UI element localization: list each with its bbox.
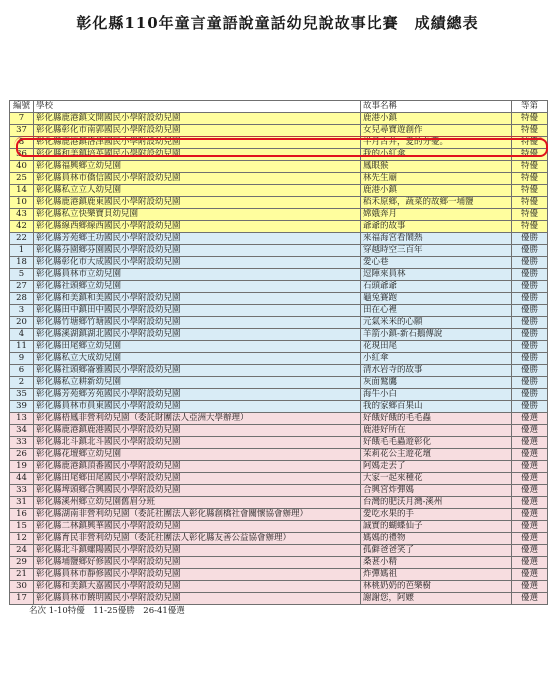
cell-school: 彰化縣和美鎮和美國民小學附設幼兒園 bbox=[34, 293, 361, 305]
cell-story: 羊箭小鎮-新石鵝傳說 bbox=[361, 329, 512, 341]
table-row bbox=[10, 437, 548, 449]
cell-school: 彰化縣芬園鄉芬園國民小學附設幼兒園 bbox=[34, 245, 361, 257]
cell-num: 37 bbox=[10, 125, 34, 137]
cell-story: 謝謝您，阿嬤 bbox=[361, 593, 512, 605]
cell-school: 彰化縣私立快樂寶貝幼兒園 bbox=[34, 209, 361, 221]
cell-num: 1 bbox=[10, 245, 34, 257]
cell-num: 6 bbox=[10, 365, 34, 377]
cell-rank: 特優 bbox=[512, 173, 548, 185]
cell-rank: 優選 bbox=[512, 509, 548, 521]
table-row bbox=[10, 257, 548, 269]
cell-school: 彰化縣芳苑鄉芳苑國民小學附設幼兒園 bbox=[34, 389, 361, 401]
table-row bbox=[10, 509, 548, 521]
cell-school: 彰化縣梧鳳非營利幼兒園（委託財團法人亞洲大學辦理） bbox=[34, 413, 361, 425]
cell-story: 石頭爺爺 bbox=[361, 281, 512, 293]
cell-story: 小紅傘 bbox=[361, 353, 512, 365]
table-row bbox=[10, 425, 548, 437]
cell-school: 彰化縣埤頭鄉合興國民小學附設幼兒園 bbox=[34, 485, 361, 497]
cell-num: 24 bbox=[10, 545, 34, 557]
table-row bbox=[10, 185, 548, 197]
cell-school: 彰化縣鹿港鎮頂番國民小學附設幼兒園 bbox=[34, 461, 361, 473]
cell-rank: 優勝 bbox=[512, 341, 548, 353]
cell-num: 15 bbox=[10, 521, 34, 533]
cell-story: 灰面鷲鷹 bbox=[361, 377, 512, 389]
cell-school: 彰化縣線西鄉線西國民小學附設幼兒園 bbox=[34, 221, 361, 233]
cell-rank: 優選 bbox=[512, 593, 548, 605]
cell-rank: 優勝 bbox=[512, 269, 548, 281]
cell-school: 彰化縣私立耕新幼兒園 bbox=[34, 377, 361, 389]
cell-num: 17 bbox=[10, 593, 34, 605]
cell-story: 我的小紅傘 bbox=[361, 149, 512, 161]
cell-num: 40 bbox=[10, 161, 34, 173]
cell-rank: 優勝 bbox=[512, 257, 548, 269]
cell-rank: 特優 bbox=[512, 185, 548, 197]
cell-num: 14 bbox=[10, 185, 34, 197]
table-row bbox=[10, 221, 548, 233]
cell-story: 鳳眼猴 bbox=[361, 161, 512, 173]
header-rank: 等第 bbox=[512, 101, 548, 113]
table-header-row bbox=[10, 101, 548, 113]
cell-school: 彰化縣花壇鄉立幼兒園 bbox=[34, 449, 361, 461]
cell-story: 阿媽走丟了 bbox=[361, 461, 512, 473]
header-num: 編號 bbox=[10, 101, 34, 113]
table-row bbox=[10, 281, 548, 293]
cell-story: 誠實的蝴蝶仙子 bbox=[361, 521, 512, 533]
table-row bbox=[10, 269, 548, 281]
cell-story: 稻禾原鄉，蔬菜的故鄉一埔鹽 bbox=[361, 197, 512, 209]
cell-rank: 優勝 bbox=[512, 353, 548, 365]
table-row bbox=[10, 521, 548, 533]
cell-num: 33 bbox=[10, 485, 34, 497]
table-row bbox=[10, 497, 548, 509]
cell-school: 彰化縣和美鎮培英國民小學附設幼兒園 bbox=[34, 149, 361, 161]
cell-rank: 優選 bbox=[512, 569, 548, 581]
cell-school: 彰化縣社頭鄉立幼兒園 bbox=[34, 281, 361, 293]
cell-rank: 優選 bbox=[512, 473, 548, 485]
table-row bbox=[10, 449, 548, 461]
cell-story: 炸彈媽祖 bbox=[361, 569, 512, 581]
cell-num: 5 bbox=[10, 269, 34, 281]
cell-school: 彰化縣和美鎮大嘉國民小學附設幼兒園 bbox=[34, 581, 361, 593]
cell-num: 42 bbox=[10, 221, 34, 233]
table-row bbox=[10, 557, 548, 569]
table-row bbox=[10, 173, 548, 185]
table-row bbox=[10, 581, 548, 593]
cell-school: 彰化縣員林市員東國民小學附設幼兒園 bbox=[34, 401, 361, 413]
cell-story: 田在心裡 bbox=[361, 305, 512, 317]
cell-num: 11 bbox=[10, 341, 34, 353]
cell-rank: 優勝 bbox=[512, 329, 548, 341]
cell-rank: 優勝 bbox=[512, 293, 548, 305]
results-table bbox=[9, 100, 548, 605]
cell-school: 彰化縣私立大成幼兒園 bbox=[34, 353, 361, 365]
cell-story: 鹿港小鎮 bbox=[361, 113, 512, 125]
cell-story: 清水岩寺的故事 bbox=[361, 365, 512, 377]
cell-rank: 優選 bbox=[512, 581, 548, 593]
cell-story: 好餓好餓的毛毛蟲 bbox=[361, 413, 512, 425]
cell-rank: 優勝 bbox=[512, 233, 548, 245]
cell-rank: 優勝 bbox=[512, 317, 548, 329]
cell-rank: 特優 bbox=[512, 221, 548, 233]
cell-story: 台灣的肥沃月灣-溪州 bbox=[361, 497, 512, 509]
table-row bbox=[10, 149, 548, 161]
page-title: 彰化縣110年童言童語說童話幼兒說故事比賽 成績總表 bbox=[76, 14, 479, 32]
cell-rank: 優選 bbox=[512, 461, 548, 473]
cell-num: 4 bbox=[10, 329, 34, 341]
cell-rank: 特優 bbox=[512, 125, 548, 137]
cell-rank: 特優 bbox=[512, 113, 548, 125]
cell-story: 半月古井，愛的分憂。 bbox=[361, 137, 512, 149]
table-row bbox=[10, 161, 548, 173]
cell-num: 19 bbox=[10, 461, 34, 473]
cell-num: 7 bbox=[10, 113, 34, 125]
cell-story: 好餓毛毛蟲遊彰化 bbox=[361, 437, 512, 449]
cell-school: 彰化縣員林市僑信國民小學附設幼兒園 bbox=[34, 173, 361, 185]
table-row bbox=[10, 209, 548, 221]
cell-rank: 特優 bbox=[512, 137, 548, 149]
cell-num: 21 bbox=[10, 569, 34, 581]
table-row bbox=[10, 341, 548, 353]
cell-story: 愛心巷 bbox=[361, 257, 512, 269]
cell-rank: 優勝 bbox=[512, 401, 548, 413]
cell-story: 大家一起來種花 bbox=[361, 473, 512, 485]
cell-story: 鹿港好所在 bbox=[361, 425, 512, 437]
ranking-note: 名次 1-10特優 11-25優勝 26-41優選 bbox=[29, 606, 185, 616]
cell-num: 43 bbox=[10, 209, 34, 221]
cell-num: 31 bbox=[10, 497, 34, 509]
cell-rank: 優選 bbox=[512, 521, 548, 533]
cell-rank: 優選 bbox=[512, 449, 548, 461]
table-row bbox=[10, 401, 548, 413]
cell-school: 彰化縣福興鄉立幼兒園 bbox=[34, 161, 361, 173]
cell-school: 彰化縣鹿港鎮洛津國民小學附設幼兒園 bbox=[34, 137, 361, 149]
cell-story: 穿越時空三百年 bbox=[361, 245, 512, 257]
cell-school: 彰化縣彰化市南郭國民小學附設幼兒園 bbox=[34, 125, 361, 137]
cell-rank: 優選 bbox=[512, 413, 548, 425]
cell-rank: 優選 bbox=[512, 425, 548, 437]
cell-num: 22 bbox=[10, 233, 34, 245]
cell-story: 孤僻爸爸笑了 bbox=[361, 545, 512, 557]
cell-school: 彰化縣竹塘鄉竹塘國民小學附設幼兒園 bbox=[34, 317, 361, 329]
cell-school: 彰化縣員林市立幼兒園 bbox=[34, 269, 361, 281]
cell-story: 桑葚小精 bbox=[361, 557, 512, 569]
cell-story: 媽媽的禮物 bbox=[361, 533, 512, 545]
cell-school: 彰化縣員林市饒明國民小學附設幼兒園 bbox=[34, 593, 361, 605]
table-row bbox=[10, 569, 548, 581]
cell-num: 29 bbox=[10, 557, 34, 569]
cell-num: 13 bbox=[10, 413, 34, 425]
cell-story: 鹿港小鎮 bbox=[361, 185, 512, 197]
cell-story: 茉莉花公主遊花壇 bbox=[361, 449, 512, 461]
cell-rank: 優勝 bbox=[512, 245, 548, 257]
table-row bbox=[10, 305, 548, 317]
cell-rank: 優選 bbox=[512, 545, 548, 557]
cell-story: 來福海宮看鬧熱 bbox=[361, 233, 512, 245]
cell-num: 9 bbox=[10, 353, 34, 365]
table-row bbox=[10, 461, 548, 473]
cell-school: 彰化縣北斗鎮螺陽國民小學附設幼兒園 bbox=[34, 545, 361, 557]
cell-num: 28 bbox=[10, 293, 34, 305]
cell-school: 彰化縣田尾鄉田尾國民小學附設幼兒園 bbox=[34, 473, 361, 485]
cell-school: 彰化縣田中鎮田中國民小學附設幼兒園 bbox=[34, 305, 361, 317]
cell-num: 2 bbox=[10, 377, 34, 389]
cell-num: 36 bbox=[10, 149, 34, 161]
cell-num: 27 bbox=[10, 281, 34, 293]
table-row bbox=[10, 533, 548, 545]
table-row bbox=[10, 125, 548, 137]
table-row bbox=[10, 593, 548, 605]
cell-school: 彰化縣埔鹽鄉好修國民小學附設幼兒園 bbox=[34, 557, 361, 569]
table-row bbox=[10, 353, 548, 365]
cell-school: 彰化縣溪州鄉立幼兒園舊眉分班 bbox=[34, 497, 361, 509]
cell-num: 25 bbox=[10, 173, 34, 185]
cell-school: 彰化縣鹿港鎮鹿東國民小學附設幼兒園 bbox=[34, 197, 361, 209]
cell-num: 39 bbox=[10, 401, 34, 413]
cell-school: 彰化縣鹿港鎮文開國民小學附設幼兒園 bbox=[34, 113, 361, 125]
cell-story: 嫦娥奔月 bbox=[361, 209, 512, 221]
table-row bbox=[10, 545, 548, 557]
cell-story: 逗陣來員林 bbox=[361, 269, 512, 281]
cell-num: 30 bbox=[10, 581, 34, 593]
header-school: 學校 bbox=[34, 101, 361, 113]
table-row bbox=[10, 329, 548, 341]
cell-rank: 優勝 bbox=[512, 305, 548, 317]
table-row bbox=[10, 137, 548, 149]
cell-school: 彰化縣私立立人幼兒園 bbox=[34, 185, 361, 197]
cell-story: 女兒尋寶遊創作 bbox=[361, 125, 512, 137]
cell-num: 10 bbox=[10, 197, 34, 209]
cell-rank: 優勝 bbox=[512, 389, 548, 401]
results-sheet bbox=[9, 100, 545, 617]
table-row bbox=[10, 365, 548, 377]
cell-story: 林桃奶奶的芭樂樹 bbox=[361, 581, 512, 593]
table-row bbox=[10, 377, 548, 389]
cell-school: 彰化縣田尾鄉立幼兒園 bbox=[34, 341, 361, 353]
cell-school: 彰化縣湖南非營利幼兒園（委託社團法人彰化縣創橋社會關懷協會辦理） bbox=[34, 509, 361, 521]
header-story: 故事名稱 bbox=[361, 101, 512, 113]
cell-school: 彰化縣溪湖鎮湖北國民小學附設幼兒園 bbox=[34, 329, 361, 341]
cell-num: 3 bbox=[10, 305, 34, 317]
cell-num: 8 bbox=[10, 137, 34, 149]
cell-story: 花現田尾 bbox=[361, 341, 512, 353]
cell-num: 18 bbox=[10, 257, 34, 269]
cell-story: 龜兔賽跑 bbox=[361, 293, 512, 305]
cell-num: 34 bbox=[10, 425, 34, 437]
cell-school: 彰化縣二林鎮興華國民小學附設幼兒園 bbox=[34, 521, 361, 533]
table-row bbox=[10, 233, 548, 245]
cell-school: 彰化縣鹿港鎮鹿港國民小學附設幼兒園 bbox=[34, 425, 361, 437]
table-row bbox=[10, 485, 548, 497]
table-row bbox=[10, 113, 548, 125]
cell-school: 彰化縣彰化市大成國民小學附設幼兒園 bbox=[34, 257, 361, 269]
table-row bbox=[10, 413, 548, 425]
cell-rank: 優選 bbox=[512, 437, 548, 449]
cell-story: 元氣米米的心願 bbox=[361, 317, 512, 329]
cell-rank: 優勝 bbox=[512, 281, 548, 293]
cell-num: 44 bbox=[10, 473, 34, 485]
cell-story: 海牛小白 bbox=[361, 389, 512, 401]
cell-rank: 特優 bbox=[512, 197, 548, 209]
cell-school: 彰化縣育民非營利幼兒園（委託社團法人彰化縣友善公益協會辦理） bbox=[34, 533, 361, 545]
cell-rank: 優選 bbox=[512, 485, 548, 497]
cell-rank: 優選 bbox=[512, 497, 548, 509]
cell-story: 林先生廟 bbox=[361, 173, 512, 185]
cell-story: 愛吃水果的手 bbox=[361, 509, 512, 521]
cell-school: 彰化縣社頭鄉崙雅國民小學附設幼兒園 bbox=[34, 365, 361, 377]
cell-num: 33 bbox=[10, 437, 34, 449]
cell-num: 26 bbox=[10, 449, 34, 461]
cell-rank: 特優 bbox=[512, 209, 548, 221]
cell-story: 合興宮炸彈媽 bbox=[361, 485, 512, 497]
table-row bbox=[10, 473, 548, 485]
cell-num: 16 bbox=[10, 509, 34, 521]
cell-num: 20 bbox=[10, 317, 34, 329]
cell-story: 爺爺的故事 bbox=[361, 221, 512, 233]
cell-rank: 優勝 bbox=[512, 377, 548, 389]
table-row bbox=[10, 389, 548, 401]
table-row bbox=[10, 293, 548, 305]
cell-rank: 特優 bbox=[512, 149, 548, 161]
cell-rank: 優選 bbox=[512, 557, 548, 569]
cell-school: 彰化縣北斗鎮北斗國民小學附設幼兒園 bbox=[34, 437, 361, 449]
cell-story: 我的家鄉百果山 bbox=[361, 401, 512, 413]
cell-school: 彰化縣芳苑鄉王功國民小學附設幼兒園 bbox=[34, 233, 361, 245]
table-row bbox=[10, 197, 548, 209]
cell-num: 35 bbox=[10, 389, 34, 401]
cell-rank: 優勝 bbox=[512, 365, 548, 377]
table-row bbox=[10, 245, 548, 257]
cell-num: 12 bbox=[10, 533, 34, 545]
cell-rank: 優選 bbox=[512, 533, 548, 545]
table-row bbox=[10, 317, 548, 329]
cell-rank: 特優 bbox=[512, 161, 548, 173]
cell-school: 彰化縣員林市靜修國民小學附設幼兒園 bbox=[34, 569, 361, 581]
